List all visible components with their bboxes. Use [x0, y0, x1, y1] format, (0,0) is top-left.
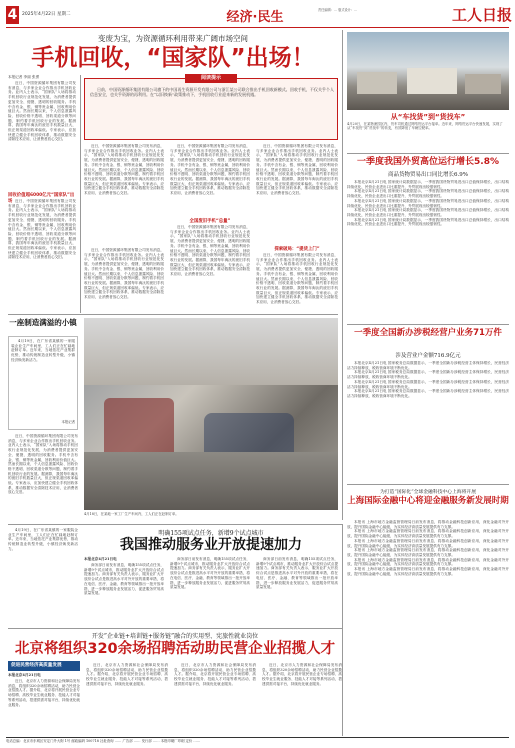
story1-body: 本报北京4月21日电 国家统计局数据显示，一季度我国货物贸易进出口总值保持增长，出口结构持续优化，民营企业进出口比重提升，外贸展现出较强韧性。 本报北京4月21日电 国家统计局数据显示，一季度我国货物贸易进出口总值保持增长，出口结构持续优化，民营企业进出口比重提升，外贸展现出较强韧性。 本报北京4月21日电 国家统计局数据显示，一季度我国货物贸易进出口总值保持增长，出口结构持续优化，民营企业进出口比重提升，外贸展现出较强韧性。 本报北京4月21日电 国家统计局数据显示，一季度我国货物贸易进出口总值保持增长，出口结构持续优化，民营企业进出口比重提升，外贸展现出较强韧性。 本报北京4月21日电 国家统计局数据显示，一季度我国货物贸易进出口总值保持增长，出口结构持续优化，民营企业进出口比重提升，外贸展现出较强韧性。: [347, 180, 509, 227]
bottom-box-title: 促进民营经济高质量发展: [8, 661, 80, 671]
masthead: 工人日报: [451, 6, 512, 24]
editor-line: 责任编辑：… 版式设计：…: [318, 8, 358, 12]
main-body-col2: 近日，中国资源循环集团有限公司发布消息，与多家企业合作推出手机回收业务。业内人士表示，“国家队”入场将推动手机回收行业规范化发展，为消费者提供更加安全、便捷、透明的回收服务。手机中含有金、银、铜等贵金属，回收利用价值巨大。然而长期以来，个人信息泄露风险、回收价格不透明、回收渠道分散等问题，制约着手机回收行业的发展。据测算，我国每年淘汰的废旧手机数量巨大，但正规渠道回收率偏低。专家表示，应加快建立健全手机回收体系，推动数据安全清除技术应用，让消费者放心交旧。: [84, 144, 164, 196]
editor-note-text: 日前，中国资源循环集团有限公司旗下的中国再生资源开发有限公司与浙江某公司联合推出手机回收新模式。回收手机，不仅关乎个人信息安全，也关乎资源的再利用。在“以旧换新”政策推动下，手机回收行业迎来新的发展机遇。: [90, 87, 334, 98]
main-body-col4b: 近日，中国资源循环集团有限公司发布消息，与多家企业合作推出手机回收业务。业内人士表示，“国家队”入场将推动手机回收行业规范化发展，为消费者提供更加安全、便捷、透明的回收服务。手机中含有金、银、铜等贵金属，回收利用价值巨大。然而长期以来，个人信息泄露风险、回收价格不透明、回收渠道分散等问题，制约着手机回收行业的发展。据测算，我国每年淘汰的废旧手机数量巨大，但正规渠道回收率偏低。专家表示，应加快建立健全手机回收体系，推动数据安全清除技术应用，让消费者放心交旧。: [256, 253, 338, 305]
factory-photo: [84, 318, 338, 510]
logistics-photo: [347, 32, 509, 110]
right-col-rule: [342, 30, 343, 520]
side-body-extra: 近日，中国资源循环集团有限公司发布消息，与多家企业合作推出手机回收业务。业内人士表示，“国家队”入场将推动手机回收行业规范化发展，为消费者提供更加安全、便捷、透明的回收服务。手机中含有金、银、铜等贵金属，回收利用价值巨大。然而长期以来，个人信息泄露风险、回收价格不透明、回收渠道分散等问题，制约着手机回收行业的发展。据测算，我国每年淘汰的废旧手机数量巨大，但正规渠道回收率偏低。专家表示，应加快建立健全手机回收体系，推动数据安全清除技术应用，让消费者放心交旧。: [8, 434, 78, 495]
main-body-col4: 近日，中国资源循环集团有限公司发布消息，与多家企业合作推出手机回收业务。业内人士表示，“国家队”入场将推动手机回收行业规范化发展，为消费者提供更加安全、便捷、透明的回收服务。手机中含有金、银、铜等贵金属，回收利用价值巨大。然而长期以来，个人信息泄露风险、回收价格不透明、回收渠道分散等问题，制约着手机回收行业的发展。据测算，我国每年淘汰的废旧手机数量巨大，但正规渠道回收率偏低。专家表示，应加快建立健全手机回收体系，推动数据安全清除技术应用，让消费者放心交旧。: [256, 144, 338, 196]
main-body-col2b: 近日，中国资源循环集团有限公司发布消息，与多家企业合作推出手机回收业务。业内人士表示，“国家队”入场将推动手机回收行业规范化发展，为消费者提供更加安全、便捷、透明的回收服务。手机中含有金、银、铜等贵金属，回收利用价值巨大。然而长期以来，个人信息泄露风险、回收价格不透明、回收渠道分散等问题，制约着手机回收行业的发展。据测算，我国每年淘汰的废旧手机数量巨大，但正规渠道回收率偏低。专家表示，应加快建立健全手机回收体系，推动数据安全清除技术应用，让消费者放心交旧。: [84, 248, 164, 300]
main-subhead-2: 全国废旧手机“总量”: [189, 219, 231, 224]
right-col-rule-lower: [342, 524, 343, 736]
main-body-col3: 近日，中国资源循环集团有限公司发布消息，与多家企业合作推出手机回收业务。业内人士表示，“国家队”入场将推动手机回收行业规范化发展，为消费者提供更加安全、便捷、透明的回收服务。手机中含有金、银、铜等贵金属，回收利用价值巨大。然而长期以来，个人信息泄露风险、回收价格不透明、回收渠道分散等问题，制约着手机回收行业的发展。据测算，我国每年淘汰的废旧手机数量巨大，但正规渠道回收率偏低。专家表示，应加快建立健全手机回收体系，推动数据安全清除技术应用，让消费者放心交旧。: [170, 144, 250, 196]
story2-sub: 涉及营业户金额716.9亿元: [395, 353, 461, 359]
main-body-col1b: 近日，中国资源循环集团有限公司发布消息，与多家企业合作推出手机回收业务。业内人士表示，“国家队”入场将推动手机回收行业规范化发展，为消费者提供更加安全、便捷、透明的回收服务。手机中含有金、银、铜等贵金属，回收利用价值巨大。然而长期以来，个人信息泄露风险、回收价格不透明、回收渠道分散等问题，制约着手机回收行业的发展。据测算，我国每年淘汰的废旧手机数量巨大，但正规渠道回收率偏低。专家表示，应加快建立健全手机回收体系，推动数据安全清除技术应用，让消费者放心交旧。: [8, 199, 76, 260]
footer-text: 电话总编：北京市东城区安定门外大街 1号 邮政编码 100718 社址查询 …… 广告部 …… 发行部 …… 本报印刷厂印刷 定价 ……: [6, 739, 201, 743]
story2-body: 本报北京4月21日电 国家税务总局数据显示，一季度全国新办涉税经营主体保持增长，民营经济活力持续释放，税收营商环境不断优化。 本报北京4月21日电 国家税务总局数据显示，一季度全国新办涉税经营主体保持增长，民营经济活力持续释放，税收营商环境不断优化。 本报北京4月21日电 国家税务总局数据显示，一季度全国新办涉税经营主体保持增长，民营经济活力持续释放，税收营商环境不断优化。 本报北京4月21日电 国家税务总局数据显示，一季度全国新办涉税经营主体保持增长，民营经济活力持续释放，税收营商环境不断优化。: [347, 361, 509, 398]
main-body-col3b: 近日，中国资源循环集团有限公司发布消息，与多家企业合作推出手机回收业务。业内人士表示，“国家队”入场将推动手机回收行业规范化发展，为消费者提供更加安全、便捷、透明的回收服务。手机中含有金、银、铜等贵金属，回收利用价值巨大。然而长期以来，个人信息泄露风险、回收价格不透明、回收渠道分散等问题，制约着手机回收行业的发展。据测算，我国每年淘汰的废旧手机数量巨大，但正规渠道回收率偏低。专家表示，应加快建立健全手机回收体系，推动数据安全清除技术应用，让消费者放心交旧。: [170, 225, 250, 277]
divider: [8, 314, 338, 315]
bottom-body-col3: 近日，北京市人力资源和社会保障局发布消息，将组织320余场招聘活动，助力民营企业招揽人才。据介绍，北京将开展民营企业专场招聘、高校毕业生就业服务、技能人才对接等系列活动，搭建供需对接平台，持续优化就业服务。: [174, 663, 256, 686]
main-subhead-3: 探索破局：“提货上门”: [274, 247, 320, 252]
main-body-col1: 近日，中国资源循环集团有限公司发布消息，与多家企业合作推出手机回收业务。业内人士表示，“国家队”入场将推动手机回收行业规范化发展，为消费者提供更加安全、便捷、透明的回收服务。手机中含有金、银、铜等贵金属，回收利用价值巨大。然而长期以来，个人信息泄露风险、回收价格不透明、回收渠道分散等问题，制约着手机回收行业的发展。据测算，我国每年淘汰的废旧手机数量巨大，但正规渠道回收率偏低。专家表示，应加快建立健全手机回收体系，推动数据安全清除技术应用，让消费者放心交旧。: [8, 81, 76, 142]
divider: [8, 628, 342, 629]
mid-kicker: 明确155项试点任务，新增9个试点城市: [158, 530, 264, 537]
divider: [347, 153, 509, 154]
story2-headline: 一季度全国新办涉税经营户业务71万件: [354, 328, 502, 338]
page-number: 4: [7, 7, 18, 23]
story3-kicker: 为打造“国际化”全球金融科技中心上海将开展: [379, 490, 477, 495]
editor-note-box: [84, 75, 338, 140]
side-byline: 本报记者: [61, 420, 75, 424]
divider: [8, 524, 342, 525]
bottom-kicker: 开发”企业链+培训链+服务链”融合的实用型、宪旅性就业岗位: [91, 633, 259, 640]
story3-headline: 上海国际金融中心将迎金融服务新发展时期: [347, 496, 509, 506]
divider: [347, 484, 509, 485]
factory-photo-caption: 4月18日，在某地一家工厂生产车间内，工人们正在赶制订单。: [84, 512, 179, 516]
story1-headline: 一季度我国外贸高位运行增长5.8%: [357, 157, 499, 167]
bottom-body-col2: 近日，北京市人力资源和社会保障局发布消息，将组织320余场招聘活动，助力民营企业招揽人才。据介绍，北京将开展民营企业专场招聘、高校毕业生就业服务、技能人才对接等系列活动，搭建供需对接平台，持续优化就业服务。: [86, 663, 168, 686]
story1-sub: 商品货物贸易出口同比增长6.9%: [388, 172, 468, 178]
side-headline: 一座制造满溢的小镇: [9, 318, 77, 327]
story3-body: 本报讯 上海市地方金融监督管理局日前发布消息，将推动金融科技创新应用，深化金融对外开放，提升国际金融中心能级，为实体经济高质量发展提供有力支撑。 本报讯 上海市地方金融监督管理局日前发布消息，将推动金融科技创新应用，深化金融对外开放，提升国际金融中心能级，为实体经济高质量发展提供有力支撑。 本报讯 上海市地方金融监督管理局日前发布消息，将推动金融科技创新应用，深化金融对外开放，提升国际金融中心能级，为实体经济高质量发展提供有力支撑。 本报讯 上海市地方金融监督管理局日前发布消息，将推动金融科技创新应用，深化金融对外开放，提升国际金融中心能级，为实体经济高质量发展提供有力支撑。 本报讯 上海市地方金融监督管理局日前发布消息，将推动金融科技创新应用，深化金融对外开放，提升国际金融中心能级，为实体经济高质量发展提供有力支撑。 本报讯 上海市地方金融监督管理局日前发布消息，将推动金融科技创新应用，深化金融对外开放，提升国际金融中心能级，为实体经济高质量发展提供有力支撑。: [347, 520, 509, 576]
main-kicker: 变废为宝，为资源循环利用带来广阔市场空间: [98, 34, 248, 43]
main-headline: 手机回收，“国家队”出场！: [31, 45, 315, 71]
side-body-cont: 4月19日，在广东省某镇的一家服装企业生产车间里，工人们正在忙碌地赶制订单。近年来，当地依托产业集群优势，推动传统制造业转型升级，小镇经济焕发新活力。: [8, 528, 78, 551]
mid-byline: 本报北京4月21日电: [84, 557, 117, 561]
bottom-byline: 本报北京4月21日电: [8, 673, 41, 677]
side-body: 4月19日，在广东省某镇的一家服装企业生产车间里，工人们正在忙碌地赶制订单。近年来，当地依托产业集群优势，推动传统制造业转型升级，小镇经济焕发新活力。: [11, 339, 75, 362]
logistics-caption-title: 从“车找货”到“货找车”: [390, 113, 466, 121]
main-byline: 本报记者 李丽 张勇: [8, 75, 40, 79]
header-rule: [6, 27, 509, 28]
divider: [347, 324, 509, 325]
col-rule: [80, 75, 81, 313]
bottom-headline: 北京将组织320余场招聘活动助民营企业招揽人才: [14, 641, 336, 657]
mid-body-col1: 商务部日前发布消息，明确155项试点任务，新增9个试点城市，推动服务业扩大开放综合试点提速加力。商务部有关负责人表示，服务业扩大开放综合试点是推进高水平对外开放的重要举措，将在电信、医疗、金融、教育等领域推出一批开放举措，进一步释放服务业发展活力，促进服务贸易高质量发展。: [84, 563, 164, 596]
page-number-badge: [6, 6, 19, 24]
side-box: [8, 336, 78, 430]
bottom-body-col1: 近日，北京市人力资源和社会保障局发布消息，将组织320余场招聘活动，助力民营企业招揽人才。据介绍，北京将开展民营企业专场招聘、高校毕业生就业服务、技能人才对接等系列活动，搭建供需对接平台，持续优化就业服务。: [8, 679, 80, 707]
date-line: 2025年4月22日 星期二: [22, 12, 71, 17]
mid-headline: 我国推动服务业开放提速加力: [120, 537, 302, 553]
section-title: 经济·民生: [226, 10, 284, 25]
mid-body-col2: 商务部日前发布消息，明确155项试点任务，新增9个试点城市，推动服务业扩大开放综合试点提速加力。商务部有关负责人表示，服务业扩大开放综合试点是推进高水平对外开放的重要举措，将在电信、医疗、金融、教育等领域推出一批开放举措，进一步释放服务业发展活力，促进服务贸易高质量发展。: [170, 557, 250, 590]
mid-body-col3: 商务部日前发布消息，明确155项试点任务，新增9个试点城市，推动服务业扩大开放综合试点提速加力。商务部有关负责人表示，服务业扩大开放综合试点是推进高水平对外开放的重要举措，将在电信、医疗、金融、教育等领域推出一批开放举措，进一步释放服务业发展活力，促进服务贸易高质量发展。: [256, 557, 338, 590]
logistics-caption: 4月20日，在某物流园区内，货车司机通过网络货运平台接单。近年来，网络货运平台快速发展，实现了从“车找货”到“货找车”的转变，有效降低了车辆空驶率。: [347, 122, 503, 131]
footer-rule: [6, 737, 509, 738]
editor-note-label: 阅读提示: [185, 74, 237, 83]
bottom-body-col4: 近日，北京市人力资源和社会保障局发布消息，将组织320余场招聘活动，助力民营企业招揽人才。据介绍，北京将开展民营企业专场招聘、高校毕业生就业服务、技能人才对接等系列活动，搭建供需对接平台，持续优化就业服务。: [262, 663, 342, 686]
main-subhead-1: 回收价值超6000亿元“国家队”出场: [8, 193, 75, 204]
